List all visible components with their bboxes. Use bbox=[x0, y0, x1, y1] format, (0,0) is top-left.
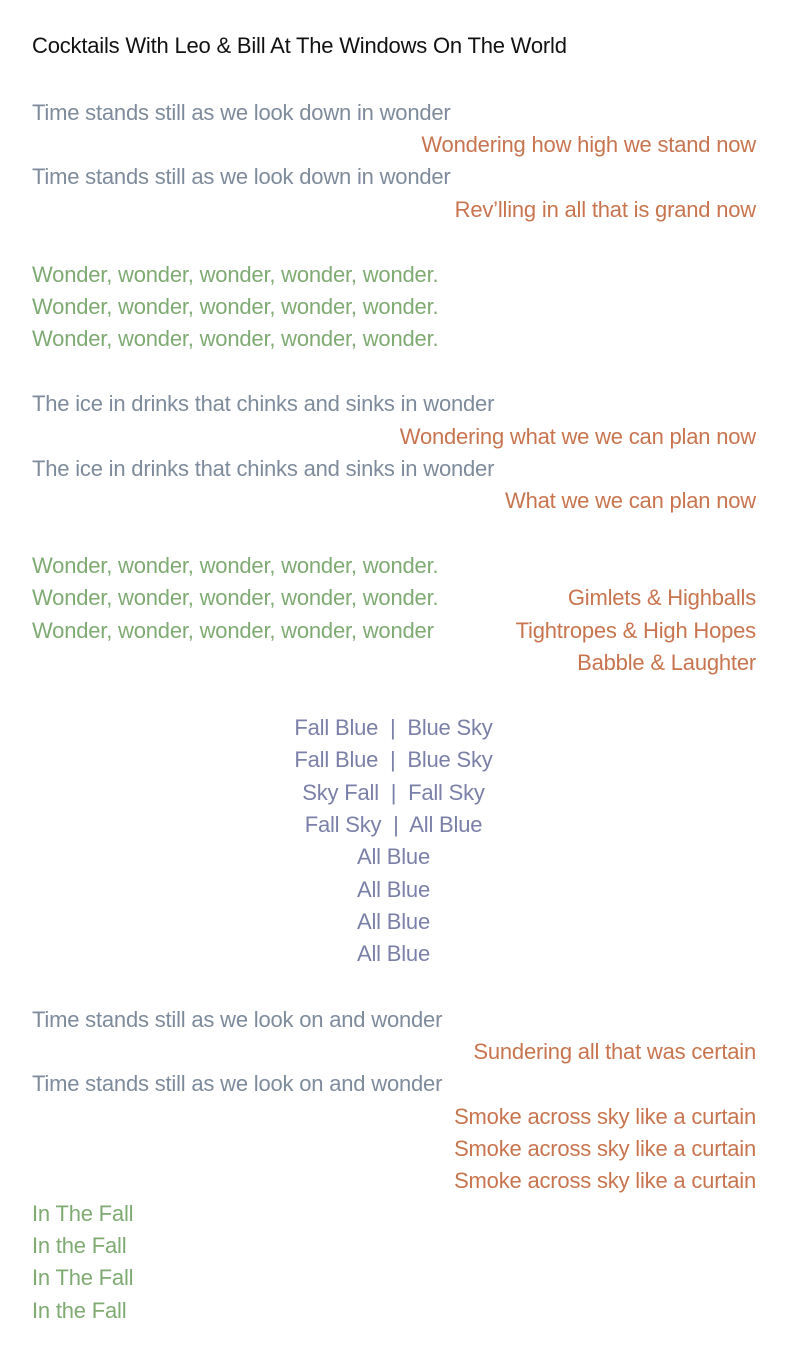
aside-line1: Gimlets & Highballs bbox=[567, 585, 756, 610]
blue-line4: Fall Sky | All Blue bbox=[304, 812, 483, 837]
aside-line3: Babble & Laughter bbox=[577, 650, 756, 675]
stanza2-line1: The ice in drinks that chinks and sinks in wonder bbox=[32, 391, 495, 416]
chorus1-line3: Wonder, wonder, wonder, wonder, wonder. bbox=[32, 326, 439, 351]
stanza2-line2: The ice in drinks that chinks and sinks in wonder bbox=[32, 456, 495, 481]
ending-line1: In The Fall bbox=[32, 1201, 134, 1226]
stanza3-line1: Time stands still as we look on and wonder bbox=[32, 1007, 443, 1032]
stanza3-response2: Smoke across sky like a curtain bbox=[454, 1104, 756, 1129]
blue-line7: All Blue bbox=[357, 909, 430, 934]
stanza2-response2: What we we can plan now bbox=[505, 488, 756, 513]
ending-line3: In The Fall bbox=[32, 1265, 134, 1290]
chorus2-line1: Wonder, wonder, wonder, wonder, wonder. bbox=[32, 553, 439, 578]
blue-line5: All Blue bbox=[357, 844, 430, 869]
stanza3-line2: Time stands still as we look on and wonder bbox=[32, 1071, 443, 1096]
stanza1-response2: Rev’lling in all that is grand now bbox=[454, 197, 756, 222]
chorus2-line3: Wonder, wonder, wonder, wonder, wonder bbox=[32, 618, 434, 643]
stanza3-response3: Smoke across sky like a curtain bbox=[454, 1136, 756, 1161]
ending-line4: In the Fall bbox=[32, 1298, 127, 1323]
chorus2-line2: Wonder, wonder, wonder, wonder, wonder. bbox=[32, 585, 439, 610]
stanza1-line2: Time stands still as we look down in wonder bbox=[32, 164, 451, 189]
ending-line2: In the Fall bbox=[32, 1233, 127, 1258]
blue-line2: Fall Blue | Blue Sky bbox=[294, 747, 493, 772]
blue-line6: All Blue bbox=[357, 877, 430, 902]
poem-title: Cocktails With Leo & Bill At The Windows On The World bbox=[32, 33, 567, 58]
chorus1-line1: Wonder, wonder, wonder, wonder, wonder. bbox=[32, 262, 439, 287]
chorus1-line2: Wonder, wonder, wonder, wonder, wonder. bbox=[32, 294, 439, 319]
blue-line8: All Blue bbox=[357, 941, 430, 966]
stanza2-response1: Wondering what we we can plan now bbox=[399, 424, 756, 449]
blue-line1: Fall Blue | Blue Sky bbox=[294, 715, 493, 740]
stanza1-line1: Time stands still as we look down in wonder bbox=[32, 100, 451, 125]
blue-line3: Sky Fall | Fall Sky bbox=[302, 780, 485, 805]
stanza3-response1: Sundering all that was certain bbox=[473, 1039, 756, 1064]
stanza3-response4: Smoke across sky like a curtain bbox=[454, 1168, 756, 1193]
aside-line2: Tightropes & High Hopes bbox=[515, 618, 756, 643]
stanza1-response1: Wondering how high we stand now bbox=[421, 132, 756, 157]
